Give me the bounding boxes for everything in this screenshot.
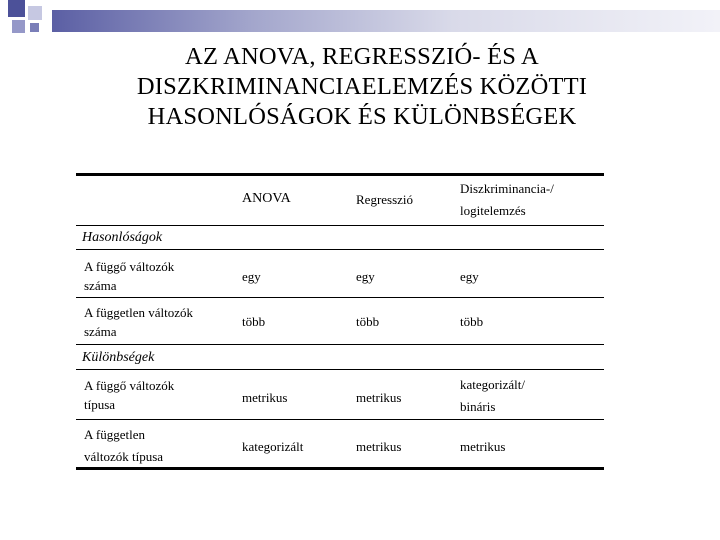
- header-discriminant-line-2: logitelemzés: [460, 203, 526, 218]
- row-3-regression: metrikus: [356, 390, 402, 405]
- row-3-discriminant: [460, 374, 525, 418]
- row-2-label-line-2: száma: [84, 324, 117, 339]
- section-differences: Különbségek: [82, 350, 155, 365]
- row-4-label-line-1: A független: [84, 427, 146, 442]
- deco-square-mid: [12, 20, 25, 33]
- header-anova: ANOVA: [242, 191, 291, 206]
- row-3-label: [84, 376, 174, 414]
- title-line-2: DISZKRIMINANCIAELEMZÉS KÖZÖTTI: [136, 73, 588, 100]
- row-rule-2: [76, 369, 604, 370]
- header-discriminant-line-1: Diszkriminancia-/: [460, 181, 554, 196]
- table-top-rule: [76, 173, 604, 176]
- row-3-label-line-2: típusa: [84, 397, 116, 412]
- title-line-3: HASONLÓSÁGOK ÉS KÜLÖNBSÉGEK: [147, 103, 577, 130]
- row-1-regression: egy: [356, 269, 375, 284]
- row-4-anova: kategorizált: [242, 439, 304, 454]
- row-3-label-line-1: A függő változók: [84, 378, 175, 393]
- row-4-label-line-2: változók típusa: [84, 449, 164, 464]
- header-discriminant: [460, 178, 554, 222]
- row-2-label-line-1: A független változók: [84, 305, 194, 320]
- row-1-label-line-2: száma: [84, 278, 117, 293]
- deco-square-dark: [8, 0, 25, 17]
- deco-gradient-bar: [52, 10, 720, 32]
- row-3-anova: metrikus: [242, 390, 288, 405]
- deco-square-small: [30, 23, 39, 32]
- row-2-regression: több: [356, 314, 380, 329]
- deco-square-light: [28, 6, 42, 20]
- comparison-table: [76, 173, 604, 470]
- row-rule-1: [76, 297, 604, 298]
- row-2-anova: több: [242, 314, 266, 329]
- title-line-1: AZ ANOVA, REGRESSZIÓ- ÉS A: [185, 43, 539, 70]
- section-rule-differences: [76, 344, 604, 345]
- row-1-discriminant: egy: [460, 269, 479, 284]
- row-1-anova: egy: [242, 269, 261, 284]
- row-3-discriminant-line-2: bináris: [460, 399, 496, 414]
- section-similarities: Hasonlóságok: [82, 230, 163, 245]
- header-regression: Regresszió: [356, 192, 414, 207]
- row-4-regression: metrikus: [356, 439, 402, 454]
- row-4-label: [84, 424, 163, 468]
- slide-decoration: [0, 0, 720, 40]
- slide-title: [100, 42, 624, 132]
- row-2-discriminant: több: [460, 314, 484, 329]
- row-1-label-line-1: A függő változók: [84, 259, 175, 274]
- header-bottom-rule: [76, 225, 604, 226]
- row-1-label: [84, 257, 174, 295]
- section-rule-similarities: [76, 249, 604, 250]
- row-rule-3: [76, 419, 604, 420]
- row-2-label: [84, 303, 193, 341]
- row-4-discriminant: metrikus: [460, 439, 506, 454]
- row-3-discriminant-line-1: kategorizált/: [460, 377, 525, 392]
